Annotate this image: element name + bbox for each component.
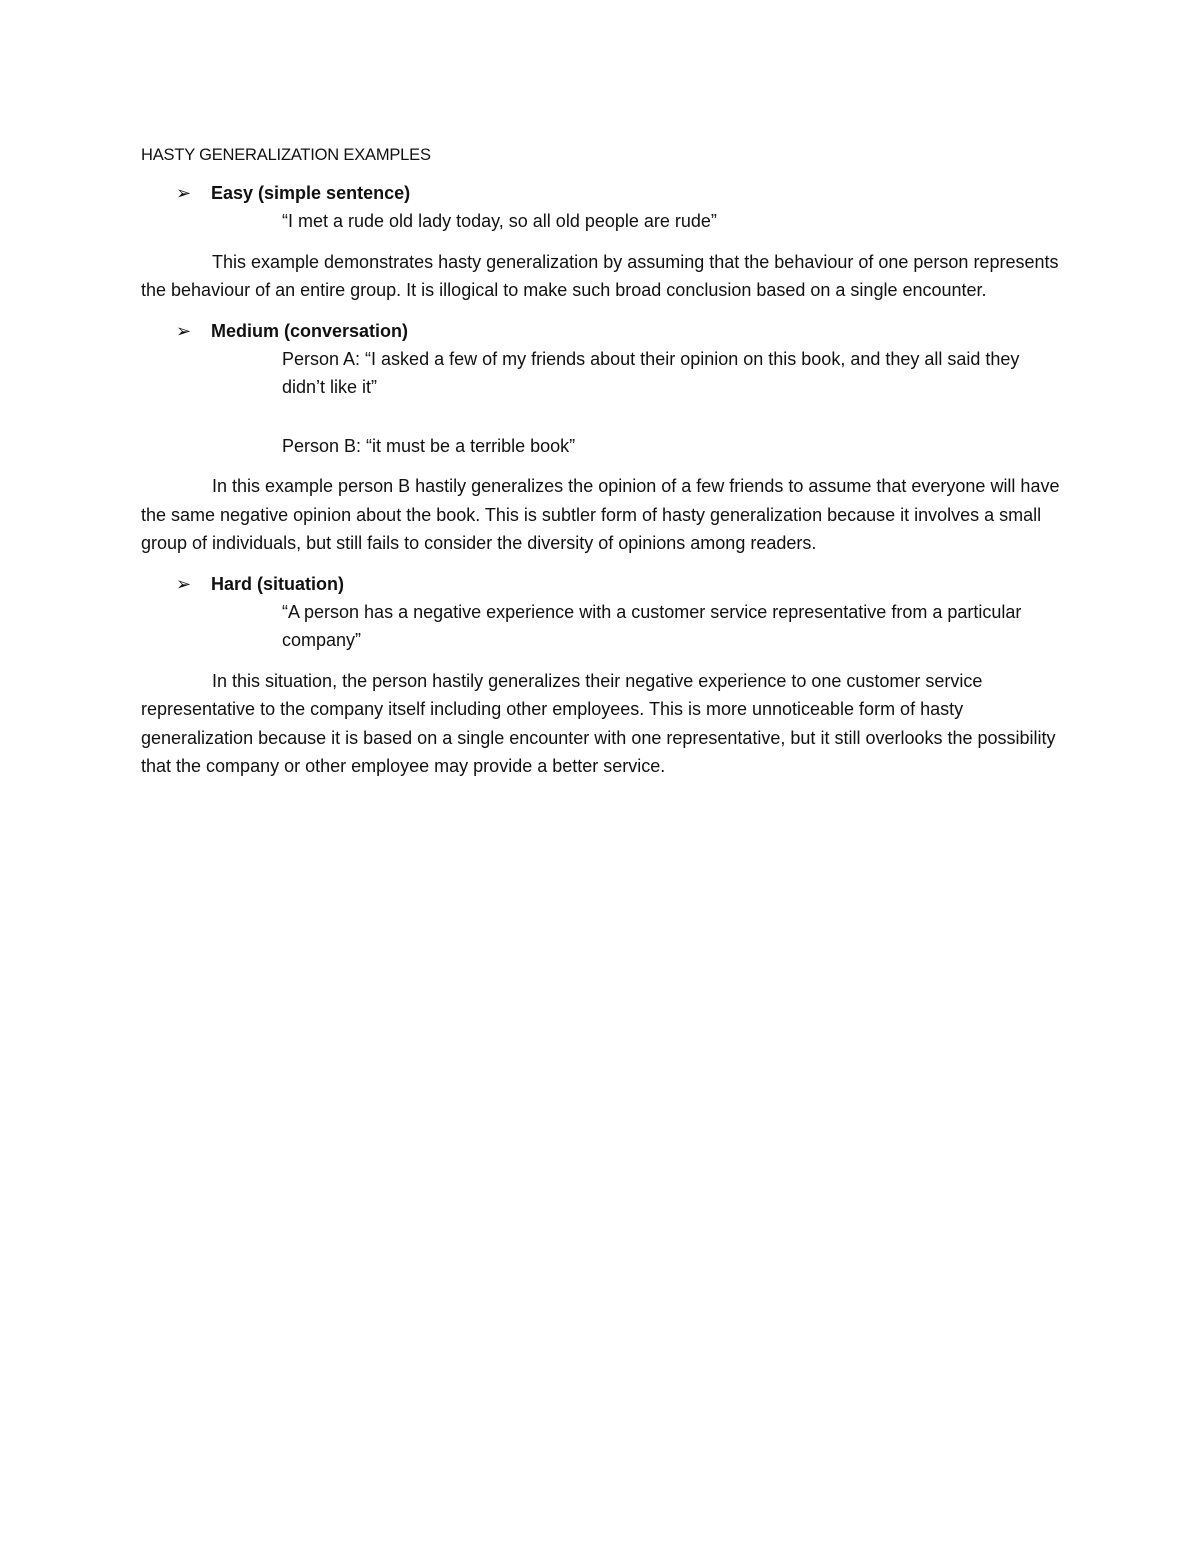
explanation-paragraph: In this situation, the person hastily generalizes their negative experience to one customer service representative to the company itself including other employees. This is more unnoticeable form of hasty generalization because it is based on a single encounter with one representative, but it still overlooks the possibility that the company or other employee may provide a better service.	[141, 670, 1056, 776]
section-heading-label: Easy (simple sentence)	[211, 183, 411, 203]
section-heading-label: Medium (conversation)	[211, 320, 409, 341]
arrow-bullet-icon: ➢	[176, 320, 192, 341]
section-medium	[141, 317, 1066, 558]
section-easy	[141, 179, 1066, 305]
section-hard	[141, 570, 1066, 781]
section-heading-hard	[141, 570, 1066, 598]
example-line: “A person has a negative experience with a customer service representative from a particular company”	[282, 601, 1022, 650]
section-heading-easy	[141, 179, 1066, 207]
explanation-paragraph: In this example person B hastily generalizes the opinion of a few friends to assume that everyone will have the same negative opinion about the book. This is subtler form of hasty generalization because it involves a small group of individuals, but still fails to consider the diversity of opinions among readers.	[141, 476, 1060, 553]
section-heading-medium	[141, 317, 1066, 345]
example-line: “I met a rude old lady today, so all old people are rude”	[282, 211, 717, 231]
arrow-bullet-icon: ➢	[176, 183, 192, 203]
arrow-bullet-icon: ➢	[176, 573, 192, 594]
explanation-paragraph: This example demonstrates hasty generalization by assuming that the behaviour of one person represents the behaviour of an entire group. It is illogical to make such broad conclusion based on a single encounter.	[141, 251, 1059, 300]
example-line-person-a: Person A: “I asked a few of my friends about their opinion on this book, and they all said they didn’t like it”	[282, 348, 1020, 397]
example-line-person-b: Person B: “it must be a terrible book”	[282, 435, 576, 456]
spacer	[282, 402, 1066, 432]
example-quote	[282, 207, 1066, 236]
section-heading-label: Hard (situation)	[211, 573, 344, 594]
document-body	[141, 143, 1066, 793]
example-conversation	[282, 345, 1066, 461]
example-situation	[282, 598, 1066, 655]
document-title: HASTY GENERALIZATION EXAMPLES	[141, 146, 431, 164]
